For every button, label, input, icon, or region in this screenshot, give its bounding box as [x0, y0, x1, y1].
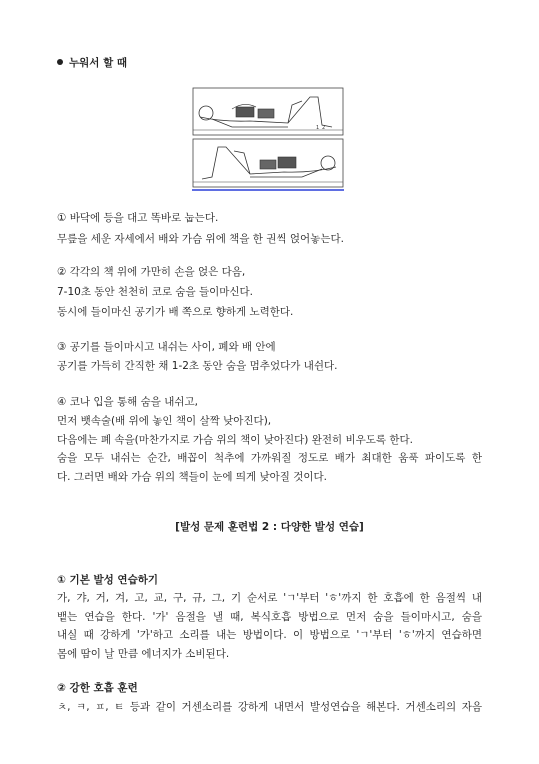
subsection-1-title: ① 기본 발성 연습하기: [57, 574, 159, 586]
section-heading: [발성 문제 훈련법 2 : 다양한 발성 연습]: [175, 521, 364, 533]
section-title: 누워서 할 때: [57, 56, 482, 70]
subsection-1-line-3: 내실 때 강하게 '가'하고 소리를 내는 방법이다. 이 방법으로 'ㄱ'부터 'ㅎ'까지 연습하면: [57, 629, 482, 641]
subsection-1-line-1: 가, 갸, 거, 겨, 고, 교, 구, 규, 그, 기 순서로 'ㄱ'부터 'ㅎ'까지 한 호흡에 한 음절씩 내: [57, 592, 482, 604]
step-3-line-2: 공기를 가득히 간직한 채 1-2초 동안 숨을 멈추었다가 내쉰다.: [57, 360, 338, 372]
step-3-line-1: ③ 공기를 들이마시고 내쉬는 사이, 폐와 배 안에: [57, 341, 276, 353]
step-2-line-1: ② 각각의 책 위에 가만히 손을 얹은 다음,: [57, 266, 246, 278]
subsection-1-line-4: 몸에 땀이 날 만큼 에너지가 소비된다.: [57, 648, 230, 660]
step-2-line-3: 동시에 들이마신 공기가 배 쪽으로 향하게 노력한다.: [57, 306, 294, 318]
step-4-line-3: 다음에는 폐 속을(마찬가지로 가슴 위의 책이 낮아진다) 완전히 비우도록 한다.: [57, 434, 414, 446]
step-2-line-2: 7-10초 동안 천천히 코로 숨을 들이마신다.: [57, 286, 254, 298]
figure-label-1: 1: [316, 125, 320, 131]
subsection-1-line-2: 뱉는 연습을 한다. '가' 음절을 낼 때, 복식호흡 방법으로 먼저 숨을 들이마시고, 숨을: [57, 611, 482, 623]
figure-label-2: 2: [322, 125, 326, 131]
step-4-line-1: ④ 코나 입을 통해 숨을 내쉬고,: [57, 396, 199, 408]
breathing-exercise-illustration: [192, 87, 344, 191]
bullet-icon: [57, 59, 63, 65]
step-4-line-2: 먼저 뱃속술(배 위에 놓인 책이 살짝 낮아진다),: [57, 415, 272, 427]
step-4-line-4: 숨을 모두 내쉬는 순간, 배꼽이 척추에 가까워질 정도로 배가 최대한 움푹 파이도록 한: [57, 452, 482, 464]
subsection-2-line-1: ㅊ, ㅋ, ㅍ, ㅌ 등과 같이 거센소리를 강하게 내면서 발성연습을 해본다. 거센소리의 자음: [57, 701, 482, 713]
step-1-line-2: 무릎을 세운 자세에서 배와 가슴 위에 책을 한 권씩 얹어놓는다.: [57, 233, 344, 245]
subsection-2-title: ② 강한 호흡 훈련: [57, 682, 138, 694]
step-1-line-1: ① 바닥에 등을 대고 똑바로 눕는다.: [57, 212, 219, 224]
step-4-line-5: 다. 그러면 배와 가슴 위의 책들이 눈에 띄게 낮아질 것이다.: [57, 471, 328, 483]
